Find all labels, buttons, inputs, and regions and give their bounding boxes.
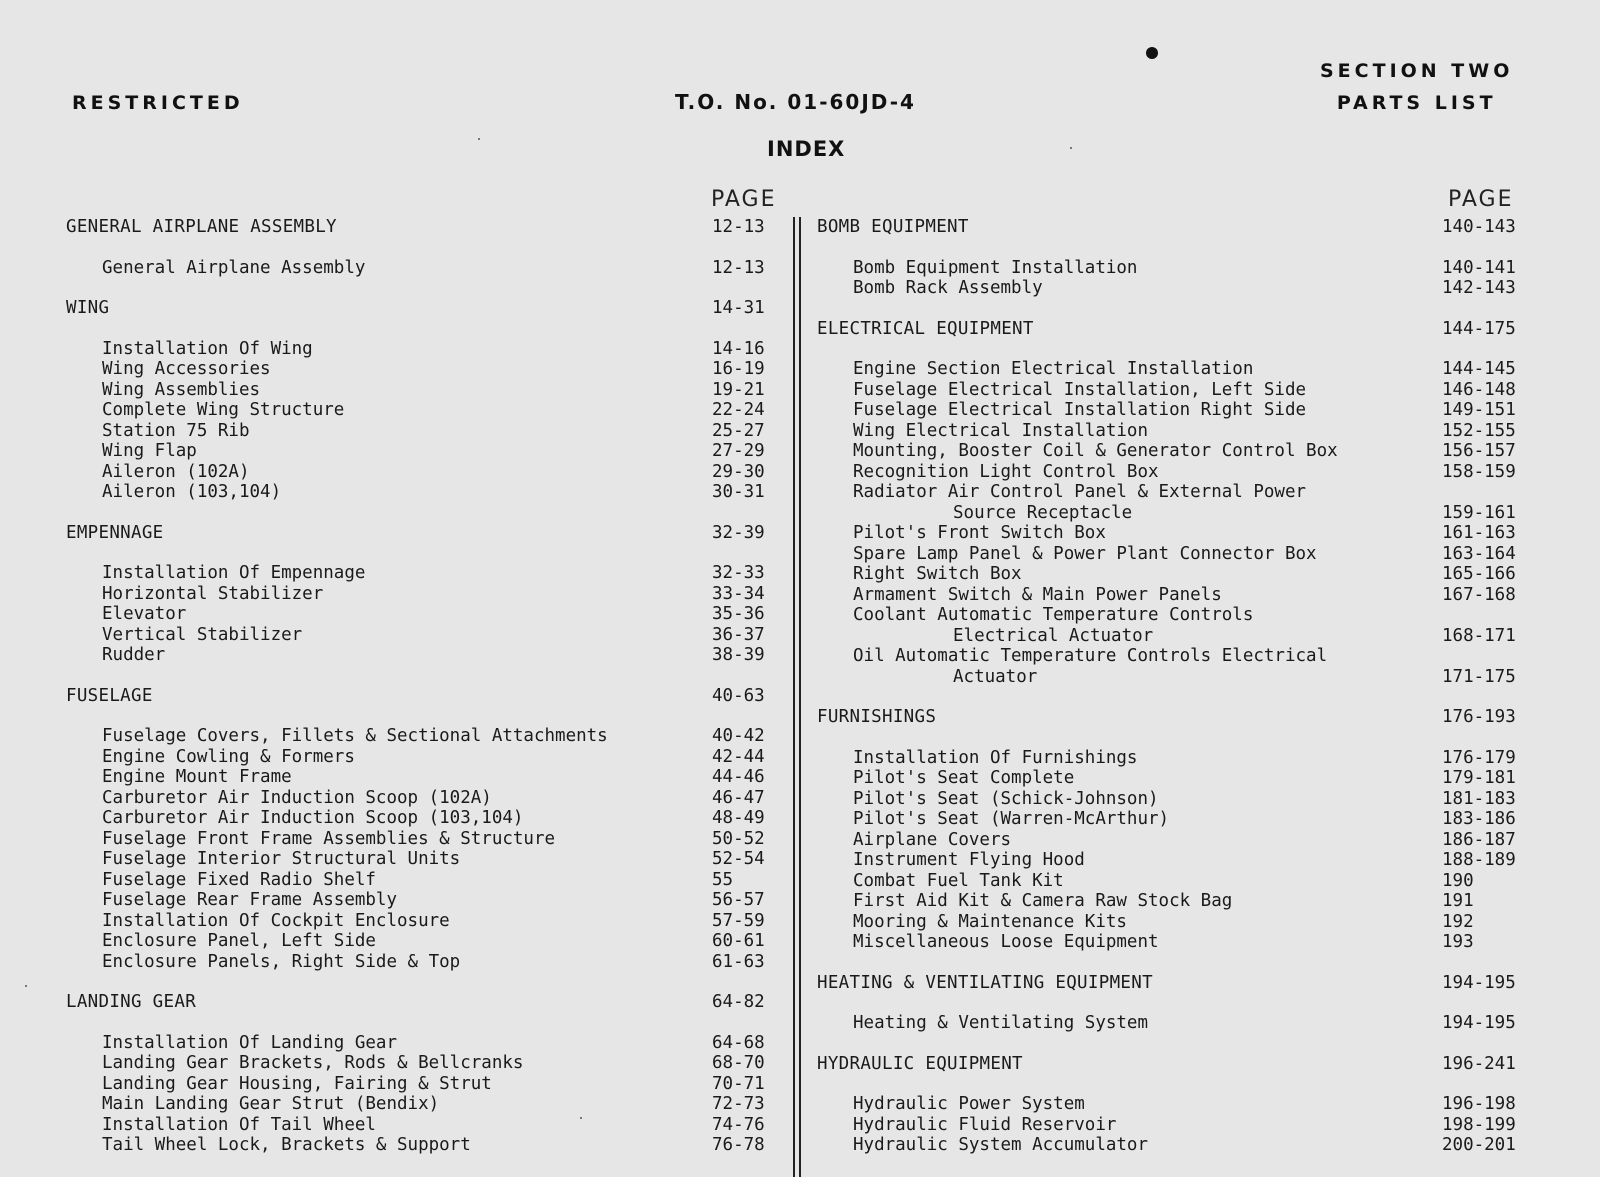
index-column-right	[805, 217, 1600, 1156]
entry-title: Fuselage Interior Structural Units	[102, 849, 461, 869]
page-range: 74-76	[712, 1114, 765, 1135]
index-column-left	[0, 217, 790, 1156]
index-entry-row	[0, 890, 790, 911]
entry-spacer	[0, 1013, 790, 1033]
page-range: 14-31	[712, 298, 765, 318]
page-range: 25-27	[712, 420, 765, 441]
index-entry-row	[805, 850, 1600, 871]
page-range: 194-195	[1442, 1013, 1516, 1033]
index-entry-row	[0, 788, 790, 809]
entry-title: Tail Wheel Lock, Brackets & Support	[102, 1135, 471, 1155]
index-entry-row	[0, 767, 790, 788]
page-range: 64-68	[712, 1032, 765, 1053]
page-range: 159-161	[1442, 502, 1516, 523]
index-section-row	[0, 523, 790, 544]
index-entry-row	[805, 646, 1600, 667]
entry-title: Horizontal Stabilizer	[102, 583, 324, 604]
entry-title: Mooring & Maintenance Kits	[853, 911, 1127, 932]
page-range: 144-145	[1442, 359, 1516, 379]
index-entry-row	[805, 544, 1600, 565]
index-entry-row	[805, 462, 1600, 483]
index-entry-row	[0, 870, 790, 891]
entry-title: Wing Accessories	[102, 359, 271, 379]
page-range: 29-30	[712, 461, 765, 482]
page-range: 35-36	[712, 604, 765, 624]
page-range: 16-19	[712, 359, 765, 379]
page-range: 161-163	[1442, 523, 1516, 543]
section-title: GENERAL AIRPLANE ASSEMBLY	[66, 217, 337, 237]
index-entry-row	[0, 1074, 790, 1095]
index-entry-row	[0, 1115, 790, 1136]
index-entry-row	[0, 482, 790, 503]
index-entry-row	[0, 829, 790, 850]
entry-title: Elevator	[102, 604, 187, 624]
section-line-1: SECTION TWO	[1320, 60, 1514, 82]
section-title: ELECTRICAL EQUIPMENT	[817, 318, 1034, 339]
entry-title: Installation Of Landing Gear	[102, 1032, 398, 1053]
entry-title: Rudder	[102, 645, 166, 665]
page-range: 14-16	[712, 338, 765, 359]
page-range: 179-181	[1442, 768, 1516, 788]
index-section-row	[805, 319, 1600, 340]
entry-title: Landing Gear Brackets, Rods & Bellcranks	[102, 1053, 524, 1073]
entry-title: Armament Switch & Main Power Panels	[853, 584, 1222, 605]
page-range: 42-44	[712, 746, 765, 767]
entry-title: Fuselage Rear Frame Assembly	[102, 890, 398, 910]
binder-hole-dot	[1146, 47, 1158, 59]
index-entry-row	[805, 400, 1600, 421]
page-range: 140-141	[1442, 257, 1516, 278]
entry-title: Electrical Actuator	[953, 625, 1154, 646]
page-range: 171-175	[1442, 666, 1516, 687]
index-section-row	[0, 686, 790, 707]
entry-spacer	[805, 993, 1600, 1013]
index-entry-row	[0, 625, 790, 646]
index-entry-row	[805, 278, 1600, 299]
entry-title: Fuselage Electrical Installation Right Side	[853, 400, 1307, 420]
page-range: 192	[1442, 911, 1474, 932]
section-title: EMPENNAGE	[66, 522, 164, 543]
page-range: 140-143	[1442, 217, 1516, 237]
page-range: 12-13	[712, 217, 765, 237]
page-range: 200-201	[1442, 1135, 1516, 1155]
index-entry-row	[805, 1115, 1600, 1136]
entry-title: Installation Of Cockpit Enclosure	[102, 910, 450, 931]
page-range: 22-24	[712, 400, 765, 420]
entry-title: Pilot's Front Switch Box	[853, 523, 1106, 543]
section-title: FUSELAGE	[66, 685, 153, 706]
page-range: 198-199	[1442, 1114, 1516, 1135]
page-range: 32-39	[712, 522, 765, 543]
entry-spacer	[805, 728, 1600, 748]
technical-order-number: T.O. No. 01-60JD-4	[675, 90, 916, 114]
entry-spacer	[0, 238, 790, 258]
index-entry-row	[0, 1135, 790, 1156]
index-entry-row	[805, 891, 1600, 912]
entry-title: Airplane Covers	[853, 829, 1012, 850]
entry-title: General Airplane Assembly	[102, 257, 366, 278]
entry-title: Instrument Flying Hood	[853, 850, 1085, 870]
index-entry-row	[0, 380, 790, 401]
page-range: 191	[1442, 891, 1474, 911]
index-entry-row	[805, 1094, 1600, 1115]
index-entry-row	[805, 912, 1600, 933]
index-entry-row	[805, 1135, 1600, 1156]
entry-title: Pilot's Seat (Schick-Johnson)	[853, 788, 1159, 809]
index-entry-row	[805, 605, 1600, 626]
entry-spacer	[805, 953, 1600, 973]
entry-title: Enclosure Panels, Right Side & Top	[102, 951, 461, 972]
index-entry-row	[805, 482, 1600, 503]
index-entry-row	[805, 441, 1600, 462]
page-range: 196-198	[1442, 1094, 1516, 1114]
restricted-marking: RESTRICTED	[72, 92, 244, 114]
index-entry-row	[0, 258, 790, 279]
entry-title: Aileron (103,104)	[102, 482, 282, 502]
section-title: BOMB EQUIPMENT	[817, 217, 969, 237]
page-range: 76-78	[712, 1135, 765, 1155]
page-range: 56-57	[712, 890, 765, 910]
page-range: 68-70	[712, 1053, 765, 1073]
index-entry-row	[805, 258, 1600, 279]
entry-title: Vertical Stabilizer	[102, 624, 303, 645]
index-section-row	[805, 217, 1600, 238]
page-range: 156-157	[1442, 441, 1516, 461]
page-range: 60-61	[712, 931, 765, 951]
index-entry-row	[805, 564, 1600, 585]
index-entry-row	[0, 911, 790, 932]
entry-title: Combat Fuel Tank Kit	[853, 870, 1064, 891]
index-section-row	[805, 1054, 1600, 1075]
entry-title: Hydraulic Fluid Reservoir	[853, 1114, 1117, 1135]
page-range: 168-171	[1442, 625, 1516, 646]
page-range: 163-164	[1442, 543, 1516, 564]
entry-spacer	[805, 1034, 1600, 1054]
index-section-row	[805, 973, 1600, 994]
entry-title: Installation Of Tail Wheel	[102, 1114, 376, 1135]
index-section-row	[0, 992, 790, 1013]
entry-title: Pilot's Seat Complete	[853, 768, 1075, 788]
index-entry-row	[0, 931, 790, 952]
entry-title: Recognition Light Control Box	[853, 461, 1159, 482]
index-entry-row	[805, 626, 1600, 647]
entry-title: Fuselage Front Frame Assemblies & Structure	[102, 828, 556, 849]
entry-title: Fuselage Fixed Radio Shelf	[102, 869, 376, 890]
index-entry-row	[805, 789, 1600, 810]
page-range: 38-39	[712, 645, 765, 665]
entry-spacer	[805, 687, 1600, 707]
entry-title: Right Switch Box	[853, 564, 1022, 584]
entry-title: Complete Wing Structure	[102, 400, 345, 420]
page-range: 165-166	[1442, 564, 1516, 584]
entry-title: Oil Automatic Temperature Controls Electrical	[853, 646, 1328, 666]
index-entry-row	[0, 584, 790, 605]
page-range: 57-59	[712, 910, 765, 931]
entry-title: Hydraulic System Accumulator	[853, 1135, 1149, 1155]
page-range: 186-187	[1442, 829, 1516, 850]
page-range: 158-159	[1442, 461, 1516, 482]
entry-title: Carburetor Air Induction Scoop (103,104)	[102, 808, 524, 828]
page-range: 146-148	[1442, 379, 1516, 400]
index-entry-row	[0, 952, 790, 973]
page-range: 44-46	[712, 767, 765, 787]
index-entry-row	[0, 808, 790, 829]
index-entry-row	[0, 359, 790, 380]
entry-title: Wing Assemblies	[102, 379, 261, 400]
entry-title: Bomb Equipment Installation	[853, 257, 1138, 278]
entry-title: Main Landing Gear Strut (Bendix)	[102, 1094, 440, 1114]
index-entry-row	[805, 359, 1600, 380]
entry-title: Coolant Automatic Temperature Controls	[853, 605, 1254, 625]
entry-spacer	[0, 278, 790, 298]
entry-title: Installation Of Wing	[102, 338, 313, 359]
entry-title: First Aid Kit & Camera Raw Stock Bag	[853, 891, 1233, 911]
section-title: HYDRAULIC EQUIPMENT	[817, 1053, 1023, 1074]
section-heading	[1320, 55, 1513, 119]
page-range: 190	[1442, 870, 1474, 891]
page-range: 32-33	[712, 563, 765, 583]
index-section-row	[805, 707, 1600, 728]
entry-spacer	[805, 238, 1600, 258]
page-range: 52-54	[712, 849, 765, 869]
index-entry-row	[805, 830, 1600, 851]
entry-title: Installation Of Empennage	[102, 563, 366, 583]
page-range: 142-143	[1442, 278, 1516, 298]
index-entry-row	[0, 339, 790, 360]
page-range: 181-183	[1442, 788, 1516, 809]
page-range: 50-52	[712, 828, 765, 849]
page-range: 55	[712, 869, 734, 890]
page-range: 46-47	[712, 787, 765, 808]
page-range: 61-63	[712, 951, 765, 972]
index-entry-row	[0, 400, 790, 421]
entry-title: Enclosure Panel, Left Side	[102, 931, 376, 951]
entry-spacer	[0, 543, 790, 563]
page-range: 40-42	[712, 726, 765, 746]
section-title: WING	[66, 298, 110, 318]
index-entry-row	[805, 932, 1600, 953]
page-range: 183-186	[1442, 809, 1516, 829]
entry-title: Landing Gear Housing, Fairing & Strut	[102, 1073, 492, 1094]
index-entry-row	[0, 1033, 790, 1054]
index-entry-row	[805, 667, 1600, 688]
page-range: 70-71	[712, 1073, 765, 1094]
index-section-row	[0, 217, 790, 238]
index-entry-row	[805, 380, 1600, 401]
index-entry-row	[0, 462, 790, 483]
entry-title: Carburetor Air Induction Scoop (102A)	[102, 787, 492, 808]
index-section-row	[0, 298, 790, 319]
entry-spacer	[0, 666, 790, 686]
entry-title: Bomb Rack Assembly	[853, 278, 1043, 298]
index-entry-row	[0, 1053, 790, 1074]
index-entry-row	[0, 849, 790, 870]
page-range: 19-21	[712, 379, 765, 400]
page-range: 40-63	[712, 685, 765, 706]
page-column-label-right: PAGE	[1448, 187, 1514, 212]
section-line-2: PARTS LIST	[1336, 92, 1497, 114]
entry-title: Wing Flap	[102, 441, 197, 461]
page-range: 30-31	[712, 482, 765, 502]
index-entry-row	[0, 604, 790, 625]
section-title: FURNISHINGS	[817, 707, 937, 727]
column-divider-rule	[799, 217, 801, 1177]
entry-spacer	[0, 503, 790, 523]
index-entry-row	[0, 726, 790, 747]
page-range: 176-179	[1442, 747, 1516, 768]
entry-title: Station 75 Rib	[102, 420, 250, 441]
page-range: 12-13	[712, 257, 765, 278]
index-entry-row	[805, 503, 1600, 524]
index-entry-row	[805, 748, 1600, 769]
scan-speck	[1070, 147, 1072, 149]
index-entry-row	[805, 1013, 1600, 1034]
page-range: 194-195	[1442, 972, 1516, 993]
index-entry-row	[0, 747, 790, 768]
index-entry-row	[805, 871, 1600, 892]
entry-title: Miscellaneous Loose Equipment	[853, 932, 1159, 952]
scan-speck	[478, 138, 480, 140]
entry-title: Installation Of Furnishings	[853, 747, 1138, 768]
page-range: 176-193	[1442, 707, 1516, 727]
index-entry-row	[805, 585, 1600, 606]
index-entry-row	[0, 1094, 790, 1115]
entry-title: Heating & Ventilating System	[853, 1013, 1149, 1033]
index-entry-row	[0, 421, 790, 442]
page-range: 27-29	[712, 441, 765, 461]
index-entry-row	[0, 563, 790, 584]
index-entry-row	[805, 523, 1600, 544]
page-range: 33-34	[712, 583, 765, 604]
page-range: 36-37	[712, 624, 765, 645]
entry-title: Fuselage Covers, Fillets & Sectional Attachments	[102, 726, 608, 746]
page-range: 149-151	[1442, 400, 1516, 420]
entry-spacer	[0, 972, 790, 992]
page-range: 193	[1442, 932, 1474, 952]
page-range: 196-241	[1442, 1053, 1516, 1074]
page-range: 144-175	[1442, 318, 1516, 339]
entry-title: Engine Cowling & Formers	[102, 746, 355, 767]
entry-spacer	[805, 1074, 1600, 1094]
section-title: LANDING GEAR	[66, 992, 197, 1012]
page-range: 64-82	[712, 992, 765, 1012]
entry-title: Fuselage Electrical Installation, Left Side	[853, 379, 1307, 400]
page-range: 188-189	[1442, 850, 1516, 870]
index-entry-row	[805, 768, 1600, 789]
entry-title: Mounting, Booster Coil & Generator Control Box	[853, 441, 1338, 461]
entry-title: Engine Mount Frame	[102, 767, 292, 787]
index-entry-row	[0, 441, 790, 462]
entry-spacer	[805, 299, 1600, 319]
index-entry-row	[0, 645, 790, 666]
entry-spacer	[805, 339, 1600, 359]
page-column-label-left: PAGE	[711, 187, 777, 212]
entry-title: Spare Lamp Panel & Power Plant Connector Box	[853, 543, 1317, 564]
entry-title: Aileron (102A)	[102, 461, 250, 482]
entry-title: Actuator	[953, 666, 1038, 687]
entry-title: Radiator Air Control Panel & External Power	[853, 482, 1307, 502]
entry-title: Pilot's Seat (Warren-McArthur)	[853, 809, 1170, 829]
page-range: 48-49	[712, 808, 765, 828]
entry-title: Source Receptacle	[953, 502, 1133, 523]
page-range: 152-155	[1442, 420, 1516, 441]
entry-title: Hydraulic Power System	[853, 1094, 1085, 1114]
page-range: 72-73	[712, 1094, 765, 1114]
entry-spacer	[0, 706, 790, 726]
page-range: 167-168	[1442, 584, 1516, 605]
index-entry-row	[805, 421, 1600, 442]
entry-spacer	[0, 319, 790, 339]
entry-title: Wing Electrical Installation	[853, 420, 1149, 441]
section-title: HEATING & VENTILATING EQUIPMENT	[817, 972, 1153, 993]
index-entry-row	[805, 809, 1600, 830]
column-divider-rule	[793, 217, 795, 1177]
entry-title: Engine Section Electrical Installation	[853, 359, 1254, 379]
index-title: INDEX	[767, 137, 846, 161]
